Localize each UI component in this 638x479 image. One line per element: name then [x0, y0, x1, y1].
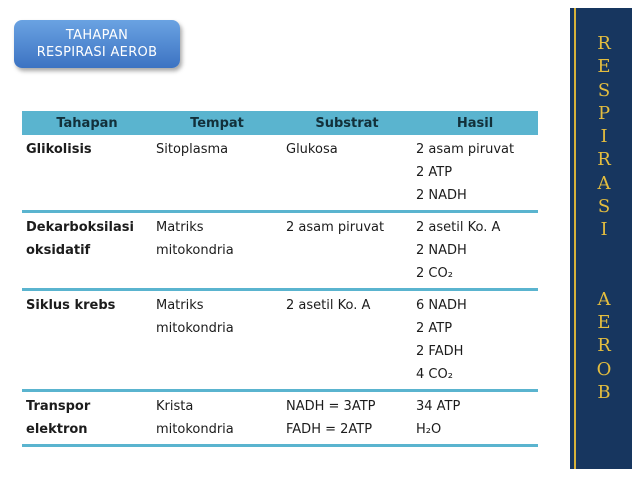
side-letter: E	[597, 311, 611, 333]
cell-line: Dekarboksilasi	[26, 220, 134, 235]
header-substrat: Substrat	[282, 111, 412, 135]
cell-line: elektron	[26, 422, 88, 437]
cell-line: 2 ATP	[416, 165, 453, 180]
side-letter: I	[600, 219, 608, 241]
table-header-row	[22, 111, 538, 135]
header-hasil: Hasil	[412, 111, 538, 135]
side-word-gap	[576, 242, 632, 288]
respiration-stages-table	[22, 111, 538, 447]
title-line-2: RESPIRASI AEROB	[36, 45, 158, 60]
cell-substrat	[282, 290, 412, 391]
cell-tempat	[152, 212, 282, 290]
header-tahapan: Tahapan	[22, 111, 152, 135]
side-letter: I	[600, 126, 608, 148]
header-tempat: Tempat	[152, 111, 282, 135]
cell-tahapan	[22, 290, 152, 391]
cell-tahapan	[22, 135, 152, 212]
cell-line: Transpor	[26, 399, 91, 414]
cell-line: Glukosa	[286, 142, 338, 157]
side-letter: P	[597, 102, 611, 124]
cell-line: 2 FADH	[416, 344, 464, 359]
cell-substrat	[282, 212, 412, 290]
title-badge	[14, 20, 180, 68]
cell-hasil	[412, 135, 538, 212]
side-letter: R	[597, 149, 611, 171]
cell-line: 2 NADH	[416, 243, 467, 258]
cell-line: 2 asam piruvat	[286, 220, 385, 235]
cell-line: mitokondria	[156, 321, 234, 336]
cell-line: oksidatif	[26, 243, 91, 258]
cell-line: Krista	[156, 399, 194, 414]
cell-line: NADH = 3ATP	[286, 399, 376, 414]
cell-line: mitokondria	[156, 422, 234, 437]
cell-line: Matriks	[156, 220, 204, 235]
cell-tempat	[152, 290, 282, 391]
cell-line: 2 ATP	[416, 321, 453, 336]
side-vertical-text	[576, 32, 632, 404]
cell-substrat	[282, 391, 412, 446]
side-letter: R	[597, 33, 611, 54]
cell-line: mitokondria	[156, 243, 234, 258]
cell-hasil	[412, 391, 538, 446]
side-panel	[570, 8, 632, 469]
table-row	[22, 212, 538, 290]
cell-hasil	[412, 290, 538, 391]
cell-line: H₂O	[416, 422, 442, 437]
table-row	[22, 135, 538, 212]
cell-hasil	[412, 212, 538, 290]
cell-tahapan	[22, 391, 152, 446]
cell-line: 2 asetil Ko. A	[416, 220, 501, 235]
cell-substrat	[282, 135, 412, 212]
side-letter: A	[597, 288, 611, 310]
side-letter: S	[597, 79, 611, 101]
cell-tempat	[152, 135, 282, 212]
cell-tempat	[152, 391, 282, 446]
cell-line: 2 CO₂	[416, 266, 453, 281]
cell-line: Matriks	[156, 298, 204, 313]
side-letter: B	[597, 381, 611, 403]
side-letter: O	[596, 358, 612, 380]
title-line-1: TAHAPAN	[65, 28, 129, 43]
cell-line: Sitoplasma	[156, 142, 229, 157]
cell-line: 6 NADH	[416, 298, 467, 313]
cell-line: Glikolisis	[26, 142, 92, 157]
cell-line: 2 NADH	[416, 188, 467, 203]
table-row	[22, 391, 538, 446]
side-letter: R	[597, 335, 611, 357]
table-row	[22, 290, 538, 391]
side-letter: S	[597, 196, 611, 218]
side-letter: E	[597, 56, 611, 78]
cell-line: FADH = 2ATP	[286, 422, 373, 437]
cell-line: 34 ATP	[416, 399, 461, 414]
cell-line: 2 asam piruvat	[416, 142, 515, 157]
side-letter: A	[597, 172, 611, 194]
cell-line: Siklus krebs	[26, 298, 116, 313]
cell-line: 2 asetil Ko. A	[286, 298, 371, 313]
cell-line: 4 CO₂	[416, 367, 453, 382]
cell-tahapan	[22, 212, 152, 290]
table-body	[22, 135, 538, 446]
